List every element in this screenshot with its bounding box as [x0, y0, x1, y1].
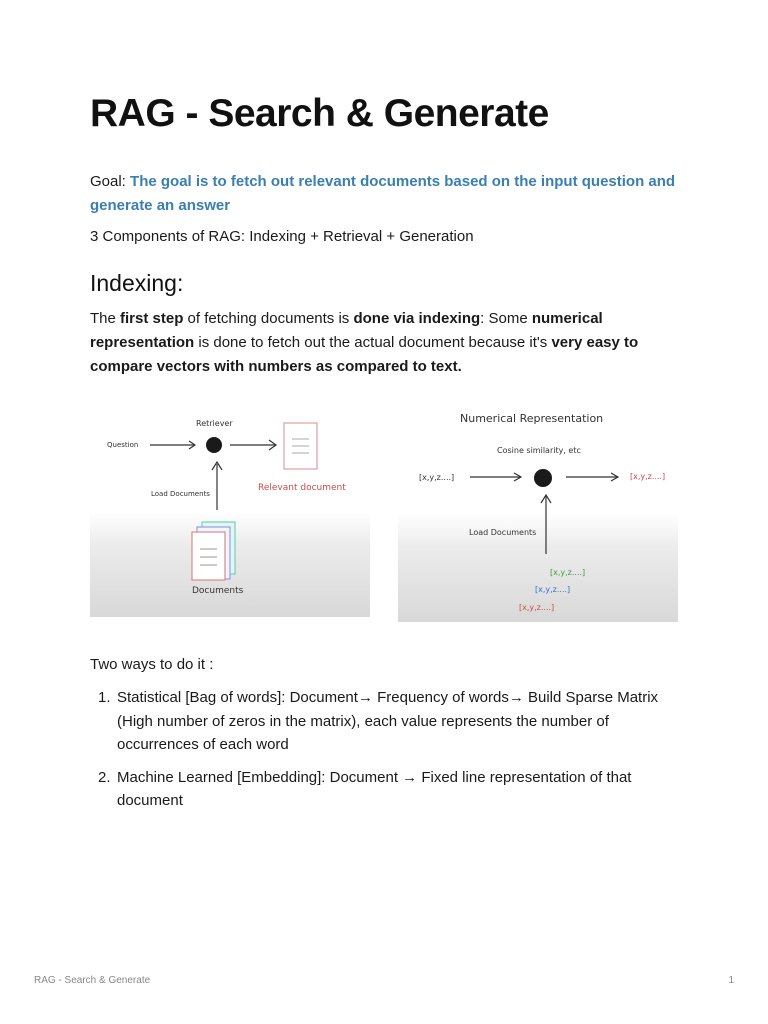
retriever-node [206, 437, 222, 453]
indexing-text-2: of fetching documents is [183, 310, 354, 327]
indexing-text-3: : Some [480, 310, 532, 327]
retriever-label: Retriever [196, 419, 233, 428]
list-item [90, 766, 690, 813]
retriever-diagram-svg [90, 406, 370, 617]
retriever-diagram [90, 406, 370, 617]
goal-paragraph [90, 170, 690, 218]
list-item-number: 1. [98, 689, 111, 706]
ways-list [90, 686, 690, 822]
footer-title: RAG - Search & Generate [34, 975, 151, 986]
page-title: RAG - Search & Generate [90, 92, 549, 135]
output-vector-label: [x,y,z....] [630, 472, 666, 481]
page-number: 1 [728, 975, 734, 986]
ways-intro: Two ways to do it : [90, 656, 214, 673]
cosine-label: Cosine similarity, etc [497, 446, 581, 455]
vector-red-label: [x,y,z....] [519, 603, 555, 612]
list-item-number: 2. [98, 768, 111, 786]
vector-green-label: [x,y,z....] [550, 568, 586, 577]
components-line: 3 Components of RAG: Indexing + Retrieval + Generation [90, 228, 474, 245]
indexing-bold-4: very easy to compare vectors with numbers as compared to text. [90, 334, 639, 375]
goal-text: The goal is to fetch out relevant documents based on the input question and generate an answer [90, 173, 676, 214]
indexing-bold-1: first step [120, 310, 184, 327]
indexing-paragraph [90, 307, 690, 379]
indexing-text-4: is done to fetch out the actual document because it's [194, 334, 552, 351]
numerical-representation-diagram [398, 404, 678, 622]
documents-label: Documents [192, 586, 244, 596]
indexing-bold-2: done via indexing [353, 310, 481, 327]
indexing-text-1: The [90, 310, 121, 327]
numerical-title: Numerical Representation [460, 412, 604, 425]
indexing-bold-3: numerical representation [90, 310, 603, 351]
relevant-document-label: Relevant document [258, 483, 346, 493]
load-documents-label: Load Documents [151, 490, 210, 498]
list-item [90, 686, 690, 757]
input-vector-label: [x,y,z....] [419, 473, 455, 482]
goal-label: Goal: [90, 173, 126, 190]
load-documents-label: Load Documents [469, 528, 537, 537]
document-stack-front [192, 532, 225, 580]
indexing-heading: Indexing: [90, 270, 184, 296]
similarity-node [534, 469, 552, 487]
list-item-text: Statistical [Bag of words]: Document→ Frequency of words→ Build Sparse Matrix (High number of zeros in the matrix), each value represents the number of occurrences of each word [117, 689, 659, 753]
question-label: Question [107, 441, 139, 449]
numerical-diagram-svg [398, 404, 678, 622]
list-item-text: Machine Learned [Embedding]: Document → Fixed line representation of that document [117, 768, 632, 809]
vector-blue-label: [x,y,z....] [535, 585, 571, 594]
